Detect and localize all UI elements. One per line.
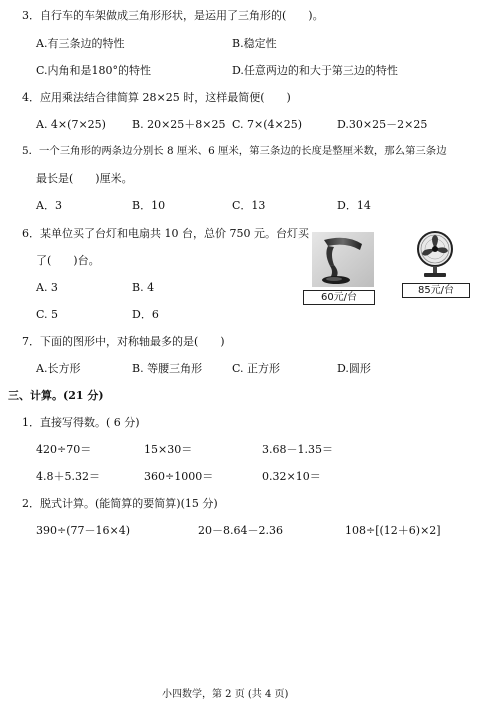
q4-option-b: B. 20×25＋8×25 [132, 118, 226, 131]
calc1-item: 15×30＝ [144, 443, 193, 456]
q7-stem: 7．下面的图形中，对称轴最多的是( ) [22, 335, 225, 348]
page-footer: 小四数学，第 2 页 (共 4 页) [162, 689, 289, 700]
desk-lamp-icon [312, 232, 374, 287]
q7-option-c: C. 正方形 [232, 362, 281, 375]
calc1-item: 4.8＋5.32＝ [36, 470, 100, 483]
q6-stem-line1: 6．某单位买了台灯和电扇共 10 台，总价 750 元。台灯买 [22, 227, 309, 240]
calc1-item: 420÷70＝ [36, 443, 92, 456]
q3-option-b: B.稳定性 [232, 37, 277, 50]
q4-stem: 4．应用乘法结合律简算 28×25 时，这样最简便( ) [22, 91, 291, 104]
fan-price-label: 85元/台 [402, 283, 470, 298]
desk-lamp-image [312, 232, 374, 287]
q5-stem-line1: 5．一个三角形的两条边分别长 8 厘米、6 厘米，第三条边的长度是整厘米数，那么第三条边 [22, 145, 447, 157]
q7-option-b: B. 等腰三角形 [132, 362, 203, 375]
calc2-item: 108÷[(12＋6)×2] [345, 524, 441, 537]
q5-stem-line2: 最长是( )厘米。 [36, 172, 133, 185]
q3-option-a: A.有三条边的特性 [36, 37, 125, 50]
q6-stem-line2: 了( )台。 [36, 254, 100, 267]
q4-option-d: D.30×25－2×25 [337, 118, 428, 131]
q4-option-a: A. 4×(7×25) [36, 118, 106, 131]
q6-option-c: C. 5 [36, 308, 59, 321]
calc2-item: 390÷(77－16×4) [36, 524, 131, 537]
q3-option-d: D.任意两边的和大于第三边的特性 [232, 64, 398, 77]
q7-option-a: A.长方形 [36, 362, 81, 375]
q3-stem: 3．自行车的车架做成三角形形状，是运用了三角形的( )。 [22, 9, 324, 22]
calc1-item: 3.68－1.35＝ [262, 443, 333, 456]
calc1-item: 360÷1000＝ [144, 470, 214, 483]
calc2-item: 20－8.64－2.36 [198, 524, 283, 537]
section3-title: 三、计算。(21 分) [8, 389, 104, 402]
q5-option-b: B．10 [132, 199, 166, 212]
electric-fan-image [410, 229, 460, 279]
q7-option-d: D.圆形 [337, 362, 371, 375]
calc2-title: 2．脱式计算。(能简算的要简算)(15 分) [22, 497, 218, 510]
calc1-title: 1．直接写得数。( 6 分) [22, 416, 140, 429]
lamp-price-label: 60元/台 [303, 290, 375, 305]
q5-option-a: A．3 [36, 199, 62, 212]
electric-fan-icon [410, 229, 460, 279]
q4-option-c: C. 7×(4×25) [232, 118, 303, 131]
q6-option-a: A. 3 [36, 281, 58, 294]
q6-option-d: D．6 [132, 308, 159, 321]
calc1-item: 0.32×10＝ [262, 470, 321, 483]
q6-option-b: B. 4 [132, 281, 155, 294]
q5-option-c: C．13 [232, 199, 266, 212]
q3-option-c: C.内角和是180°的特性 [36, 64, 152, 77]
q5-option-d: D．14 [337, 199, 371, 212]
